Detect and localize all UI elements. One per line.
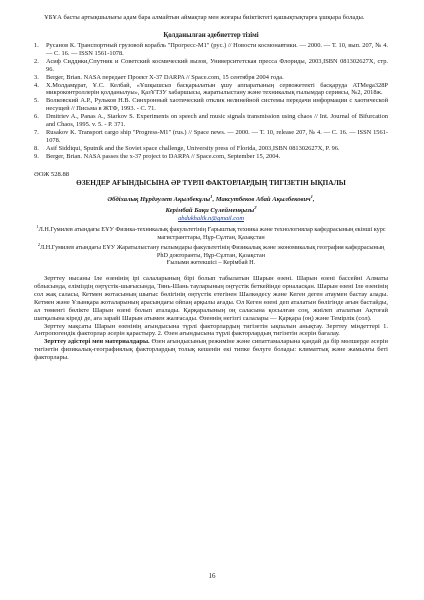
reference-item: 6. Dmitriev A., Panas A., Starkov S. Experiments on speech and music signals transmission using chaos // Int. Journal of Bifurcation and Chaos, 1995. v. 5. - P. 371. [34, 113, 388, 129]
body-paragraph: Зерттеу әдістері мен материалдары. Өзен ағындысының режиміне және сипаттамаларына қандай да бір мөлшерде әсерін тигізетін физикалық-географиялық факторлардың толық кешенін екі типке бөлуге болады: климаттық және жамылғы беті факторлары. [34, 338, 389, 362]
article-title: ӨЗЕНДЕР АҒЫНДЫСЫНА ӘР ТҮРЛІ ФАКТОРЛАРДЫҢ ТИГІЗЕТІН ЫҚПАЛЫ [76, 178, 346, 187]
udc-code: ӘОЖ 528.88 [34, 170, 70, 178]
reference-item: 3. Berger, Brian. NASA передает Проект X-37 DARPA // Space.com, 15 сентября 2004 года. [34, 73, 284, 81]
reference-item: 2. Асиф Сиддики,Спутник и Советский космический вызов, Университетская пресса Флориды, 2003,ISBN 081302627X, стр. 96. [34, 57, 388, 73]
page-number: 16 [208, 572, 216, 580]
affiliation: $^2$Л.Н.Гумилев атындағы ЕҰУ Жаратылыстану ғылымдары факультетінің Физикалық және экономикалық география кафедрасының PhD докторанты, Нұр-Сұлтан, Қазақстан [37, 242, 385, 259]
references-heading: Қолданылған әдебиеттер тізімі [163, 32, 259, 39]
reference-item: 9. Berger, Brian. NASA passes the x-37 project to DARPA // Space.com, September 15, 2004. [34, 152, 281, 160]
body-paragraph: Зерттеу нысаны Іле өзенінің ірі салаларының бірі болып табылатын Шарын өзені. Шарын өзені бассейні Алматы облысында, еліміздің оңтүстік-шығысында, Тянь-Шань тауларының оңтүстік беткейінде орналасқан. Шарын өзені Іле өзенінің сол жақ саласы, Кетмен жотасының шығыс бөлігінің оңтүстік етегінен Шалкөдесу және Кеген деген атаумен бастау алады. Кетмен және Ұзынқара жоталарының арасындағы ойпаң арқылы ағады. Ол Кеген өзені деп аталатын бөлігінде ағын бастайды, ал төменгі бөлікте Шарын өзені болып аталады. Қарқаралының оң саласына қосылған соң, жиілеп аталатын Ақтоғай шатқалына кіреді де, аға зарайі Шарын атымен жалғасады. Өзеннің негізгі салалары — Қарқара (оң) және Темірлік (сол). [34, 275, 388, 322]
author-email-link[interactable]: abdukhalik.n@gmail.com [178, 214, 244, 222]
supervisor-line: Ғылыми жетекшісі – Керімбай Н. [166, 259, 256, 267]
reference-item: 7. Rusakov K. Transport cargo ship "Progress-M1" (rus.) // Space news. — 2000. — T. 10, release 207, № 4. — C. 16. — ISSN 1561-1078. [34, 128, 388, 144]
author-line: Әбдіхалық Нұрдәулет Ақылбекұлы$^1$, Максутбеков Абай Ақылбекович$^1$, Керімбай Бақи Сүлейменқызы$^2$ [107, 193, 315, 214]
reference-item: 1. Русанов К. Транспортный грузовой корабль "Прогресс-М1" (рус.) // Новости космонавтики. — 2000. — Т. 10, вып. 207, № 4. — С. 16. — ISSN 1561-1078. [34, 42, 388, 57]
reference-list [34, 42, 388, 161]
intro-paragraph: ҰБҰА басты артықшылығы адам бара алмайтын аймақтар мен жоғары биіктіктегі қашықтықтарға ұшқыра болады. [44, 14, 365, 21]
affiliation: $^1$Л.Н.Гумилев атындағы ЕҰУ Физика-техникалық факультетінің Ғарыштық техника және технологиялар кафедрасының екінші курс магистранттары, Нұр-Сұлтан, Қазақстан [36, 223, 386, 241]
reference-item: 8. Asif Siddiqui, Sputnik and the Soviet space challenge, University press of Florida, 2003,ISBN 081302627X, P. 96. [34, 144, 340, 152]
reference-item: 4. Х.Молдамұрат, Ұ.С. Келбай, «Ұшқышсыз басқарылатын ұшу аппаратының сервожетекті басқаруда ATMega328P микроконтроллерін қолданылуы», ҚазҰТЗУ хабаршысы, жаратылыстану және техникалық ғылымдар сериясы, №2, 2018ж. [34, 81, 388, 97]
body-paragraph: Зерттеу мақсаты Шарын өзенінің ағындысына түрлі факторлардың тигізетін ықпалын анықтау. Зерттеу міндеттері 1. Антропогендік факторлар әсерін қарастыру. 2. Өзен ағындысына түрлі факторлардың тигізетін әсерін бағалау. [34, 322, 388, 338]
reference-item: 5. Волковский А.Р., Рульков Н.В. Синхронный хаотический отклик нелинейной системы передачи информации с хаотической несущей // Письма в ЖТФ, 1993. - С. 71. [34, 97, 388, 113]
